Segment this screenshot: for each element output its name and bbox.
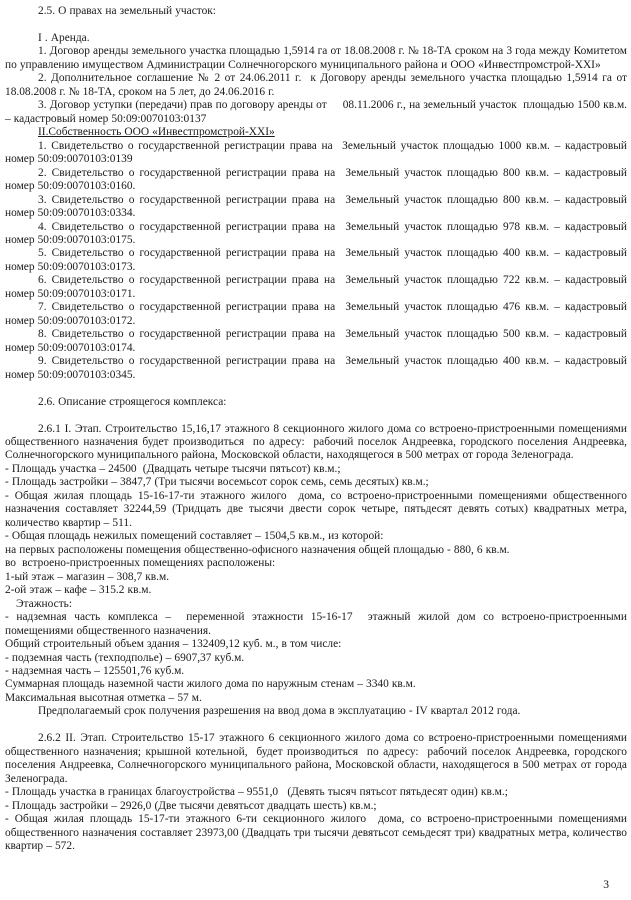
stage1-max-height: Максимальная высотная отметка – 57 м. — [5, 691, 202, 704]
ownership-cert-4: 4. Свидетельство о государственной регистрации права на Земельный участок площадью 978 кв.м. – кадастровый номер 50:09:0070103:0175. — [5, 220, 627, 246]
stage2-intro: 2.6.2 II. Этап. Строительство 15-17 этажного 6 секционного жилого дома со встроено-пристроенными помещениями общественного назначения; крышной котельной, будет производиться по адресу: рабочий поселок Андреевка, городского поселения Андреевка, Солнечногорского муниципального района, Московской области, находящегося в 500 метрах от города Зеленограда. — [5, 732, 627, 785]
ownership-cert-9: 9. Свидетельство о государственной регистрации права на Земельный участок площадью 400 кв.м. – кадастровый номер 50:09:0070103:0345. — [5, 355, 627, 381]
subheading-ownership: II.Собственность ООО «Инвестпромстрой-XXI» — [38, 126, 275, 139]
stage1-underground-volume: - подземная часть (техподполье) – 6907,37 куб.м. — [5, 651, 245, 664]
stage1-above-ground-part: - надземная часть комплекса – переменной этажности 15-16-17 этажный жилой дом со встроено-пристроенными помещениями общественного назначения. — [5, 611, 627, 637]
stage1-commissioning-date: Предполагаемый срок получения разрешения на ввод дома в эксплуатацию - IV квартал 2012 года. — [38, 705, 521, 718]
stage1-intro: 2.6.1 I. Этап. Строительство 15,16,17 этажного 8 секционного жилого дома со встроено-пристроенными помещениями общественного назначения будет производиться по адресу: рабочий поселок Андреевка, городского поселения Андреевка, Солнечногорского муниципального района, Московской области, находящегося в 500 метрах от города Зеленограда. — [5, 422, 627, 462]
stage1-nonresidential-area: - Общая площадь нежилых помещений составляет – 1504,5 кв.м., из которой: — [5, 530, 384, 543]
stage1-builtin-note: во встроено-пристроенных помещениях расположены: — [5, 557, 276, 570]
ownership-cert-2: 2. Свидетельство о государственной регистрации права на Земельный участок площадью 800 кв.м. – кадастровый номер 50:09:0070103:0160. — [5, 166, 627, 193]
stage1-plot-area: - Площадь участка – 24500 (Двадцать четыре тысячи пятьсот) кв.м.; — [5, 462, 341, 475]
spacer — [5, 719, 627, 732]
heading-land-rights: 2.5. О правах на земельный участок: — [38, 5, 216, 17]
lease-contract-3: 3. Договор уступки (передачи) прав по договору аренды от 08.11.2006 г., на земельный участок площадью 1500 кв.м. – кадастровый номер 50:09:0070103:0137 — [5, 99, 627, 125]
ownership-cert-5: 5. Свидетельство о государственной регистрации права на Земельный участок площадью 400 кв.м. – кадастровый номер 50:09:0070103:0173. — [5, 247, 627, 273]
stage2-building-area: - Площадь застройки – 2926,0 (Две тысячи девятьсот двадцать шесть) кв.м.; — [5, 799, 377, 812]
spacer — [5, 382, 627, 395]
stage1-floor2-cafe: 2-ой этаж – кафе – 315.2 кв.м. — [5, 584, 152, 597]
document-body — [5, 5, 627, 854]
stage1-aboveground-volume: - надземная часть – 125501,76 куб.м. — [5, 664, 185, 677]
stage2-living-area: - Общая жилая площадь 15-17-ти этажного 6-ти секционного жилого дома, со встроено-пристроенными помещениями общественного назначения составляет 23973,00 (Двадцать три тысячи девятьсот семьдесят три) квадратных метра, количество квартир – 572. — [5, 813, 627, 853]
ownership-cert-1: 1. Свидетельство о государственной регистрации права на Земельный участок площадью 1000 кв.м. – кадастровый номер 50:09:0070103:0139 — [5, 139, 627, 166]
stage1-outer-walls-area: Суммарная площадь наземной части жилого дома по наружным стенам – 3340 кв.м. — [5, 678, 416, 691]
ownership-cert-8: 8. Свидетельство о государственной регистрации права на Земельный участок площадью 500 кв.м. – кадастровый номер 50:09:0070103:0174. — [5, 328, 627, 354]
ownership-cert-6: 6. Свидетельство о государственной регистрации права на Земельный участок площадью 722 кв.м. – кадастровый номер 50:09:0070103:0171. — [5, 274, 627, 300]
stage2-plot-area: - Площадь участка в границах благоустройства – 9551,0 (Девять тысяч пятьсот пятьдесят один) кв.м.; — [5, 786, 508, 799]
stage1-total-volume: Общий строительный объем здания – 132409,12 куб. м., в том числе: — [5, 638, 342, 651]
stage1-building-area: - Площадь застройки – 3847,7 (Три тысячи восемьсот сорок семь, семь десятых) кв.м.; — [5, 476, 429, 489]
stage1-living-area: - Общая жилая площадь 15-16-17-ти этажного жилого дома, со встроено-пристроенными помещениями общественного назначения составляет 32244,59 (Тридцать две тысячи двести сорок четыре, пятьдесят девять сотых) квадратных метра, количество квартир – 511. — [5, 489, 627, 529]
ownership-cert-7: 7. Свидетельство о государственной регистрации права на Земельный участок площадью 476 кв.м. – кадастровый номер 50:09:0070103:0172. — [5, 301, 627, 327]
heading-complex-description: 2.6. Описание строящегося комплекса: — [38, 395, 227, 408]
stage1-floors-label: Этажность: — [16, 597, 73, 610]
subheading-lease: I . Аренда. — [38, 31, 90, 44]
spacer — [5, 409, 627, 422]
lease-contract-2: 2. Дополнительное соглашение № 2 от 24.06.2011 г. к Договору аренды земельного участка площадью 1,5914 га от 18.08.2008 г. № 18-ТА, сроком на 5 лет, до 24.06.2016 г. — [5, 72, 627, 98]
ownership-cert-3: 3. Свидетельство о государственной регистрации права на Земельный участок площадью 800 кв.м. – кадастровый номер 50:09:0070103:0334. — [5, 193, 627, 220]
spacer — [5, 18, 627, 31]
page-number: 3 — [603, 878, 609, 891]
stage1-office-premises: на первых расположены помещения общественно-офисного назначения общей площадью - 880, 6 кв.м. — [5, 543, 510, 556]
lease-contract-1: 1. Договор аренды земельного участка площадью 1,5914 га от 18.08.2008 г. № 18-ТА сроком на 3 года между Комитетом по управлению имуществом Администрации Солнечногорского муниципального района и ООО «Инвестпромстрой-XXI» — [5, 45, 627, 71]
stage1-floor1-shop: 1-ый этаж – магазин – 308,7 кв.м. — [5, 570, 170, 583]
